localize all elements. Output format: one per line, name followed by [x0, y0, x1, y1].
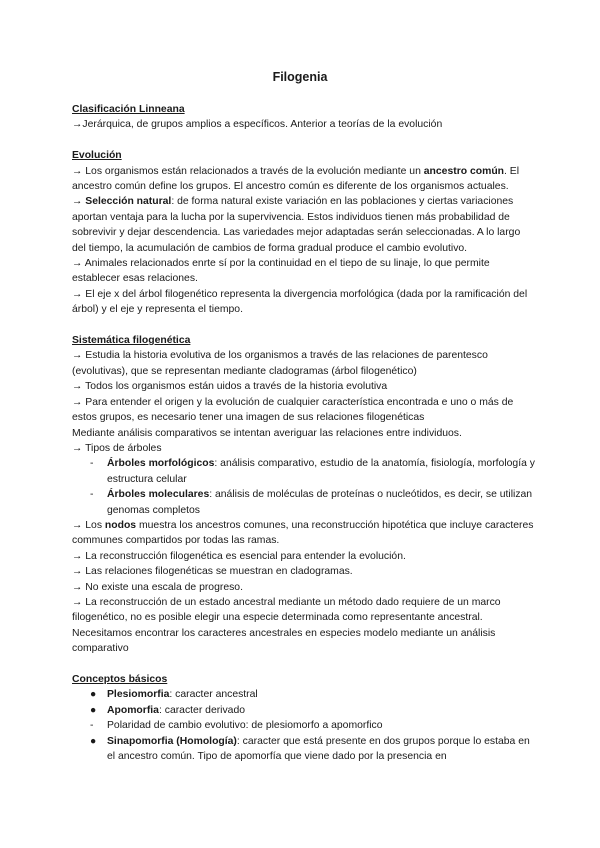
paragraph: → No existe una escala de progreso. [72, 581, 243, 593]
bold-term: Sinapomorfia (Homología) [107, 735, 237, 747]
list-item: - Árboles moleculares: análisis de moléculas de proteínas o nucleótidos, es decir, se utilizan genomas completos [90, 489, 533, 516]
paragraph: → Tipos de árboles [72, 442, 162, 454]
paragraph: → Estudia la historia evolutiva de los organismos a través de las relaciones de parentesco (evolutivas), que se representan mediante cladogramas (árbol filogenético) [72, 350, 488, 377]
section-evolucion [72, 148, 536, 317]
bold-term: Selección natural [85, 196, 172, 208]
bold-term: Plesiomorfia [107, 689, 170, 701]
bullet-marker: ● [90, 704, 97, 716]
section-clasificacion [72, 102, 536, 133]
bullet-marker: ● [90, 689, 97, 701]
dash-marker: - [90, 489, 94, 501]
list-item: - Árboles morfológicos: análisis comparativo, estudio de la anatomía, fisiología, morfología y estructura celular [90, 458, 535, 485]
section-heading: Evolución [72, 150, 122, 162]
tree-types-list [72, 456, 536, 518]
bullet-marker: ● [90, 735, 97, 747]
section-heading: Sistemática filogenética [72, 335, 191, 347]
list-item: ● Sinapomorfia (Homología): caracter que está presente en dos grupos porque lo estaba en el ancestro común. Tipo de apomorfía que viene dado por la presencia en [90, 735, 530, 763]
concepts-list [72, 687, 536, 764]
paragraph: → Todos los organismos están uidos a través de la historia evolutiva [72, 381, 388, 393]
paragraph: Mediante análisis comparativos se intentan averiguar las relaciones entre individuos. [72, 427, 462, 439]
bold-term: Apomorfia [107, 704, 159, 716]
bold-term: Árboles morfológicos [107, 458, 215, 470]
paragraph: → Selección natural: de forma natural existe variación en las poblaciones y ciertas variaciones aportan ventaja para la lucha por la supervivencia. Estos individuos tienen más probabilidad de sobrevivir y dejar descendencia. Las variedades mejor adaptadas serán seleccionadas. A lo largo del tiempo, la acumulación de cambios de forma gradual produce el cambio evolutivo. [72, 196, 521, 254]
paragraph: → Las relaciones filogenéticas se muestran en cladogramas. [72, 566, 353, 578]
paragraph: → La reconstrucción filogenética es esencial para entender la evolución. [72, 550, 406, 562]
dash-marker: - [90, 458, 94, 470]
bold-term: Árboles moleculares [107, 489, 210, 501]
list-item: ● Plesiomorfia: caracter ancestral [72, 687, 536, 702]
section-conceptos [72, 672, 536, 764]
paragraph: → El eje x del árbol filogenético representa la divergencia morfológica (dada por la ramificación del árbol) y el eje y representa el tiempo. [72, 288, 528, 316]
paragraph: → Para entender el origen y la evolución de cualquier característica encontrada e uno o más de estos grupos, es necesario tener una imagen de sus relaciones filogenéticas [72, 396, 514, 424]
paragraph: →Jerárquica, de grupos amplios a específicos. Anterior a teorías de la evolución [72, 119, 443, 131]
bold-term: ancestro común [423, 165, 505, 177]
paragraph: → Los nodos muestra los ancestros comunes, una reconstrucción hipotética que incluye caracteres communes compartidos por todas las ramas. [72, 519, 534, 547]
section-heading: Conceptos básicos [72, 673, 168, 685]
section-sistematica [72, 333, 536, 657]
paragraph: → La reconstrucción de un estado ancestral mediante un método dado requiere de un marco filogenético, no es posible elegir una especie determinada como representante ancestral. Necesitamos encontrar los caracteres ancestrales en especies modelo mediante un análisis comparativo [72, 596, 501, 655]
document-body [72, 102, 536, 764]
document-title: Filogenia [272, 70, 328, 84]
paragraph: → Animales relacionados enrte sí por la continuidad en el tiepo de su linaje, lo que permite establecer esas relaciones. [72, 258, 490, 285]
dash-marker: - [90, 720, 94, 732]
paragraph: → Los organismos están relacionados a través de la evolución mediante un ancestro común. El ancestro común define los grupos. El ancestro común es diferente de los organismos actuales. [72, 165, 520, 193]
bold-term: nodos [104, 519, 137, 531]
section-heading: Clasificación Linneana [72, 104, 185, 115]
list-item: - Polaridad de cambio evolutivo: de plesiomorfo a apomorfico [72, 718, 536, 733]
list-item: ● Apomorfia: caracter derivado [72, 703, 536, 718]
